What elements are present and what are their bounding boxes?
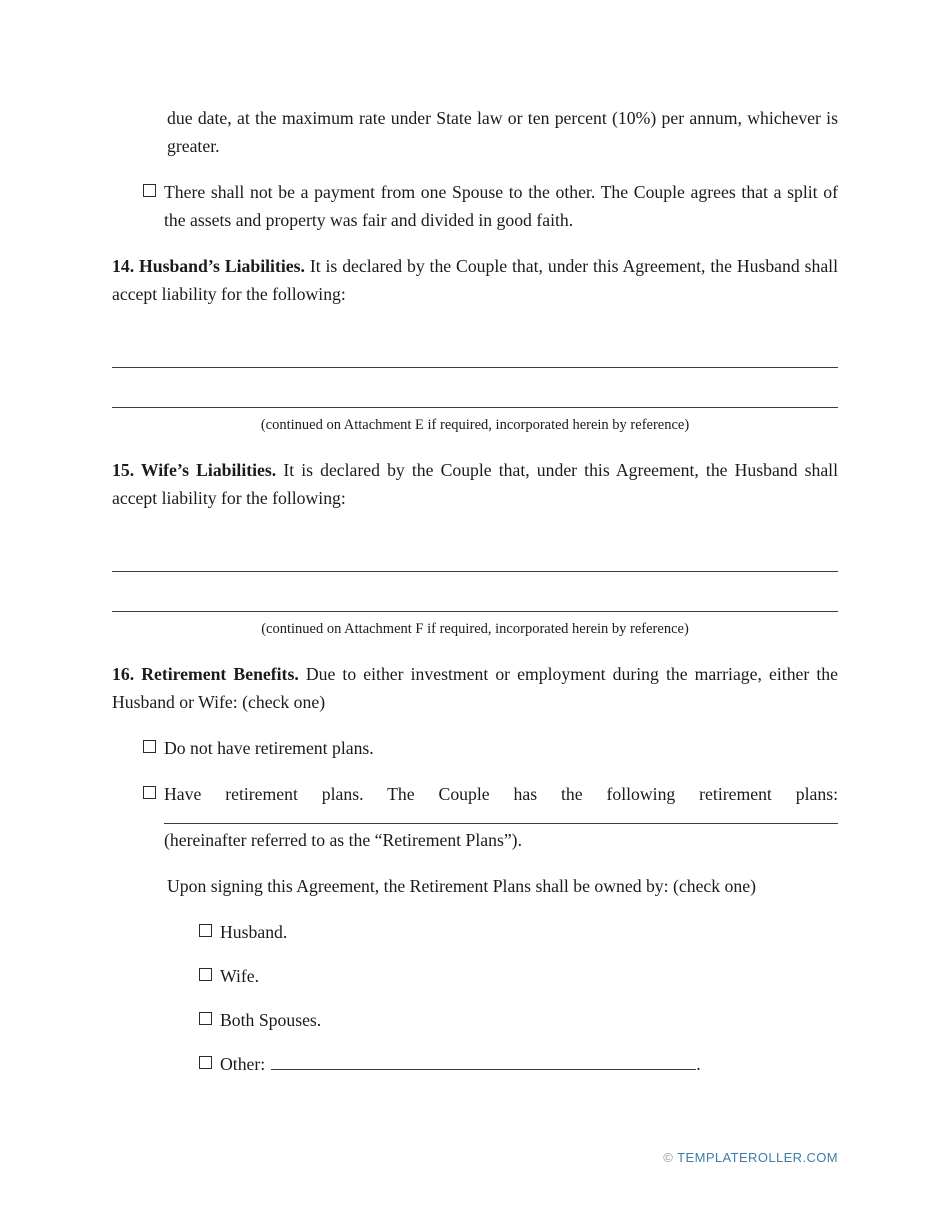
owner-other-label: Other:	[220, 1054, 266, 1074]
owner-both-spouses-checkbox[interactable]	[199, 1012, 212, 1025]
no-payment-checkbox[interactable]	[143, 184, 156, 197]
owner-other-checkbox[interactable]	[199, 1056, 212, 1069]
have-retirement-plans-text: Have retirement plans. The Couple has the following retirement plans:	[164, 784, 838, 804]
husband-liabilities-fill-block	[112, 326, 838, 408]
attachment-f-note: (continued on Attachment F if required, incorporated herein by reference)	[261, 621, 689, 637]
no-payment-option	[143, 178, 838, 234]
option-no-retirement-plans	[143, 734, 838, 762]
retirement-plans-fill-line[interactable]	[164, 808, 838, 824]
no-retirement-plans-checkbox[interactable]	[143, 740, 156, 753]
section-14-body: It is declared by the Couple that, under this Agreement, the Husband shall accept liability for the following:	[112, 256, 839, 304]
section-15-body: It is declared by the Couple that, under this Agreement, the Husband shall accept liability for the following:	[112, 460, 838, 508]
wife-liabilities-fill-block	[112, 530, 838, 612]
owner-both-spouses-label: Both Spouses.	[220, 1010, 322, 1030]
wife-liabilities-line-2[interactable]	[112, 572, 838, 612]
section-16-heading: 16. Retirement Benefits.	[112, 664, 299, 684]
continuation-paragraph: due date, at the maximum rate under State law or ten percent (10%) per annum, whichever is greater.	[167, 108, 838, 156]
copyright-symbol: ©	[663, 1150, 674, 1165]
owner-option-husband	[199, 918, 838, 946]
section-14-heading: 14. Husband’s Liabilities.	[112, 256, 305, 276]
templateroller-link[interactable]: TEMPLATEROLLER.COM	[677, 1150, 838, 1165]
owner-other-fill-line[interactable]	[271, 1055, 696, 1070]
owner-option-wife	[199, 962, 838, 990]
husband-liabilities-line-2[interactable]	[112, 368, 838, 408]
have-retirement-plans-checkbox[interactable]	[143, 786, 156, 799]
section-15-heading: 15. Wife’s Liabilities.	[112, 460, 277, 480]
ownership-intro: Upon signing this Agreement, the Retirement Plans shall be owned by: (check one)	[167, 876, 756, 896]
section-16-body: Due to either investment or employment during the marriage, either the Husband or Wife: (check one)	[112, 664, 838, 712]
owner-husband-label: Husband.	[220, 922, 288, 942]
husband-liabilities-line-1[interactable]	[112, 326, 838, 368]
section-14-paragraph	[112, 252, 838, 308]
no-retirement-plans-text: Do not have retirement plans.	[164, 738, 374, 758]
owner-other-suffix: .	[696, 1054, 701, 1074]
owner-option-both-spouses	[199, 1006, 838, 1034]
attachment-e-note: (continued on Attachment E if required, incorporated herein by reference)	[260, 417, 690, 433]
footer	[663, 1150, 838, 1166]
no-payment-option-text: There shall not be a payment from one Spouse to the other. The Couple agrees that a split of the assets and property was fair and divided in good faith.	[164, 182, 838, 230]
owner-husband-checkbox[interactable]	[199, 924, 212, 937]
owner-wife-checkbox[interactable]	[199, 968, 212, 981]
option-have-retirement-plans	[143, 780, 838, 854]
wife-liabilities-line-1[interactable]	[112, 530, 838, 572]
hereinafter-note: (hereinafter referred to as the “Retirement Plans”).	[164, 830, 522, 850]
section-16-paragraph	[112, 660, 838, 716]
section-15-paragraph	[112, 456, 838, 512]
owner-option-other	[199, 1050, 838, 1078]
owner-wife-label: Wife.	[220, 966, 260, 986]
